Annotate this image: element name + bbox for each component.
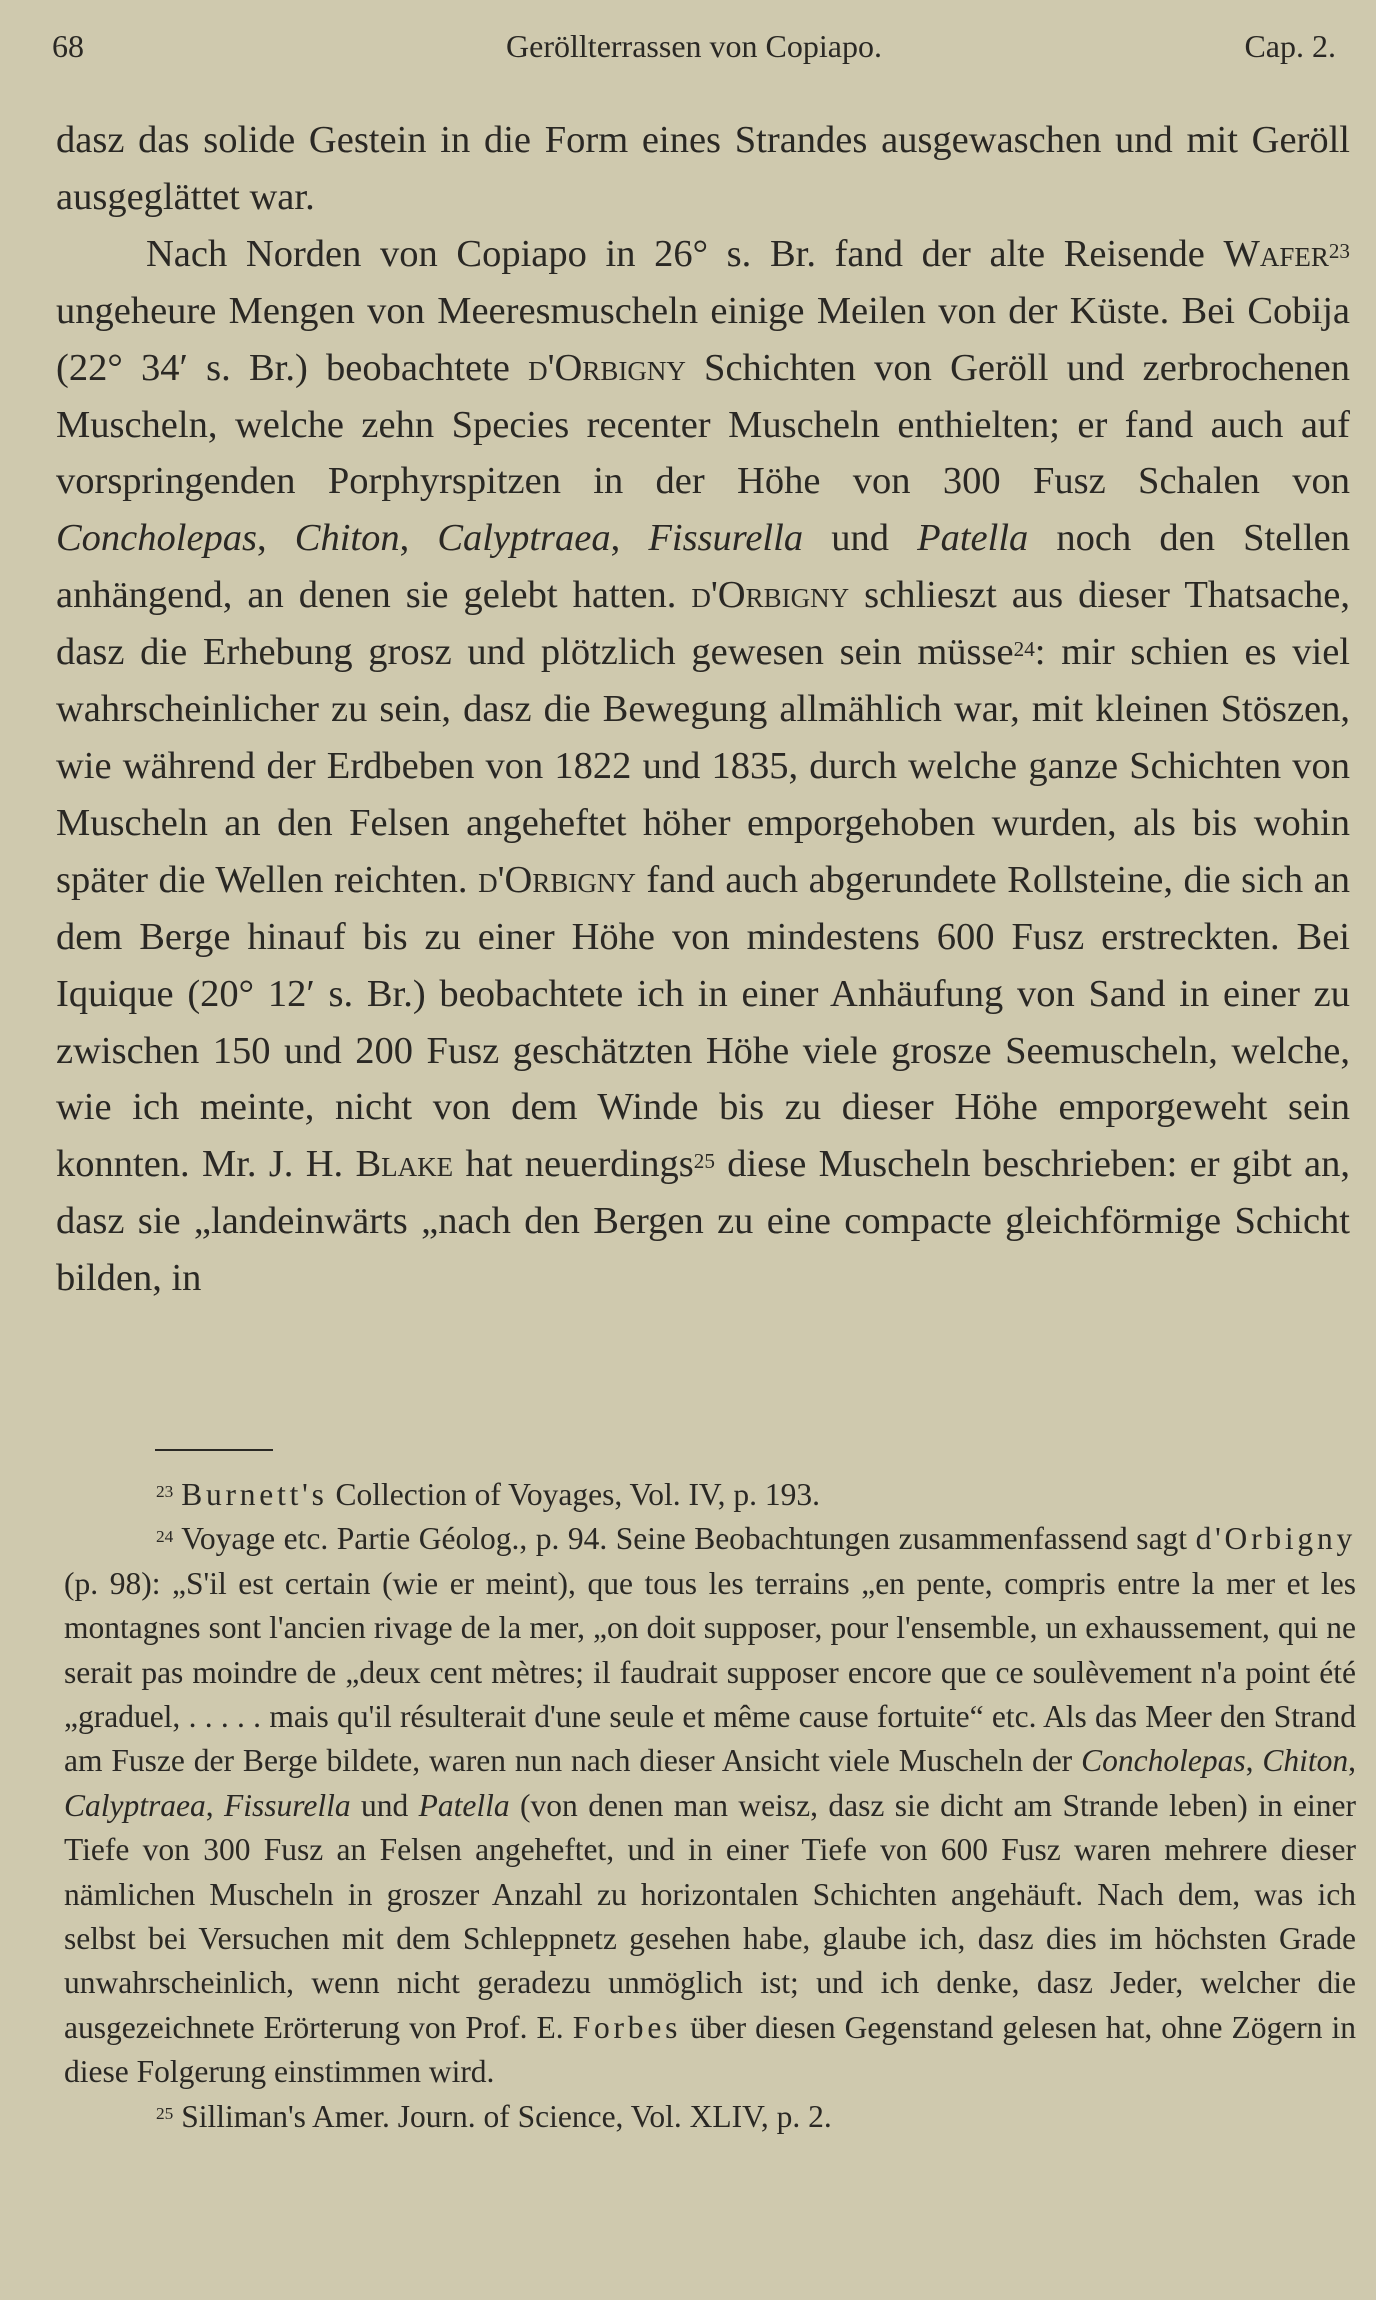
footnote-24	[64, 1517, 1356, 2094]
author-name: d'Orbigny	[478, 858, 636, 901]
text-run: ,	[1348, 1743, 1357, 1779]
author-name: Blake	[355, 1143, 454, 1186]
text-run: : mir schien es viel wahrscheinlicher zu sein, dasz die Bewegung allmählich war, mit kleinen Stöszen, wie während der Erdbeben von 1822 und 1835, durch welche ganze Schichten von Muscheln an den Felsen angeheftet höher emporgehoben wurden, als bis wohin später die Wellen reichten.	[56, 631, 1350, 901]
genus-name: Calyptraea	[64, 1787, 206, 1823]
author-name: Burnett's	[181, 1477, 328, 1512]
footnote-23	[64, 1473, 1356, 1517]
text-run: Silliman's Amer. Journ. of Science, Vol. XLIV, p. 2.	[173, 2098, 832, 2134]
text-run: und	[803, 517, 918, 560]
paragraph	[56, 226, 1350, 1307]
genus-name: Patella	[418, 1787, 510, 1823]
footnote-divider	[155, 1449, 273, 1451]
text-run: noch den Stellen anhängend, an denen sie gelebt hatten.	[56, 517, 1351, 617]
paragraph: dasz das solide Gestein in die Form eines Strandes ausgewaschen und mit Geröll ausgeglättet war.	[56, 119, 1350, 218]
footnotes	[64, 1473, 1356, 2139]
text-run: Nach Norden von Copiapo in 26° s. Br. fand der alte Reisende	[146, 232, 1224, 275]
genus-name: Chiton	[294, 517, 400, 560]
main-text	[56, 112, 1350, 1307]
footnote-mark: 24	[156, 1526, 174, 1546]
running-title: Geröllterrassen von Copiapo.	[506, 28, 882, 64]
text-run: ,	[257, 517, 295, 560]
text-run: fand auch abgerundete Rollsteine, die sich an dem Berge hinauf bis zu einer Höhe von mindestens 600 Fusz erstreckten. Bei Iquique (20° 12′ s. Br.) beobachtete ich in einer Anhäufung von Sand in einer zu zwischen 150 und 200 Fusz geschätzten Höhe viele grosze Seemuscheln, welche, wie ich meinte, nicht von dem Winde bis zu dieser Höhe emporgeweht sein konnten. Mr. J. H.	[56, 858, 1350, 1186]
text-run: Voyage etc. Partie Géolog., p. 94. Seine Beobachtungen zusammenfassend sagt	[173, 1521, 1196, 1557]
author-name: d'Orbigny	[528, 346, 686, 389]
author-name: d'Orbigny	[1195, 1521, 1356, 1557]
footnote-ref: 25	[693, 1149, 715, 1174]
footnote-25	[64, 2095, 1356, 2139]
text-run: (p. 98): „S'il est certain (wie er meint), que tous les terrains „en pente, compris entre la mer et les montagnes sont l'ancien rivage de la mer, „on doit supposer, pour l'ensemble, un exhaussement, qui ne serait pas moindre de „deux cent mètres; il faudrait supposer encore que ce soulèvement n'a point été „graduel, . . . . . mais qu'il résulterait d'une seule et même cause fortuite“ etc. Als das Meer den Strand am Fusze der Berge bildete, waren nun nach dieser Ansicht viele Muscheln der	[64, 1565, 1356, 1779]
text-run: schlieszt aus dieser Thatsache, dasz die Erhebung grosz und plötzlich gewesen sein müsse	[56, 574, 1351, 674]
footnote-mark: 23	[156, 1482, 174, 1502]
genus-name: Fissurella	[224, 1787, 351, 1823]
running-header	[52, 28, 1336, 78]
footnote-ref: 23	[1328, 238, 1350, 263]
genus-name: Patella	[917, 517, 1029, 560]
author-name: d'Orbigny	[691, 574, 850, 617]
genus-name: Concholepas	[56, 517, 258, 560]
author-name: Forbes	[572, 2009, 682, 2045]
text-run: ,	[1245, 1743, 1263, 1779]
text-run: und	[350, 1787, 419, 1823]
text-run: (von denen man weisz, dasz sie dicht am Strande leben) in einer Tiefe von 300 Fusz an Felsen angeheftet, und in einer Tiefe von 600 Fusz waren mehrere dieser nämlichen Muscheln in groszer Anzahl zu horizontalen Schichten angehäuft. Nach dem, was ich selbst bei Versuchen mit dem Schleppnetz gesehen habe, glaube ich, dasz dies im höchsten Grade unwahrscheinlich, wenn nicht geradezu unmöglich ist; und ich denke, dasz Jeder, welcher die ausgezeichnete Erörterung von Prof. E.	[64, 1787, 1357, 2045]
text-run: hat neuerdings	[453, 1143, 694, 1186]
genus-name: Chiton	[1262, 1743, 1349, 1779]
footnote-ref: 24	[1013, 636, 1035, 661]
text-run: ungeheure Mengen von Meeresmuscheln einige Meilen von der Küste. Bei Cobija (22° 34′ s. Br.) beobachtete	[56, 289, 1350, 389]
chapter-label: Cap. 2.	[1244, 28, 1336, 64]
author-name: Wafer	[1223, 232, 1329, 275]
footnote-mark: 25	[156, 2104, 174, 2124]
page-number: 68	[52, 28, 84, 64]
genus-name: Calyptraea	[437, 517, 611, 560]
text-run: ,	[399, 517, 438, 560]
text-run: diese Muscheln beschrieben: er gibt an, dasz sie „landeinwärts „nach den Bergen zu eine compacte gleichförmige Schicht bilden, in	[56, 1143, 1350, 1300]
genus-name: Fissurella	[648, 517, 804, 560]
genus-name: Concholepas	[1081, 1743, 1246, 1779]
text-run: Schichten von Geröll und zerbrochenen Muscheln, welche zehn Species recenter Muscheln enthielten; er fand auch auf vorspringenden Porphyrspitzen in der Höhe von 300 Fusz Schalen von	[56, 346, 1350, 503]
text-run: Collection of Voyages, Vol. IV, p. 193.	[327, 1477, 820, 1512]
text-run: ,	[205, 1787, 225, 1823]
text-run: über diesen Gegenstand gelesen hat, ohne Zögern in diese Folgerung einstimmen wird.	[64, 2009, 1356, 2090]
text-run: ,	[610, 517, 649, 560]
